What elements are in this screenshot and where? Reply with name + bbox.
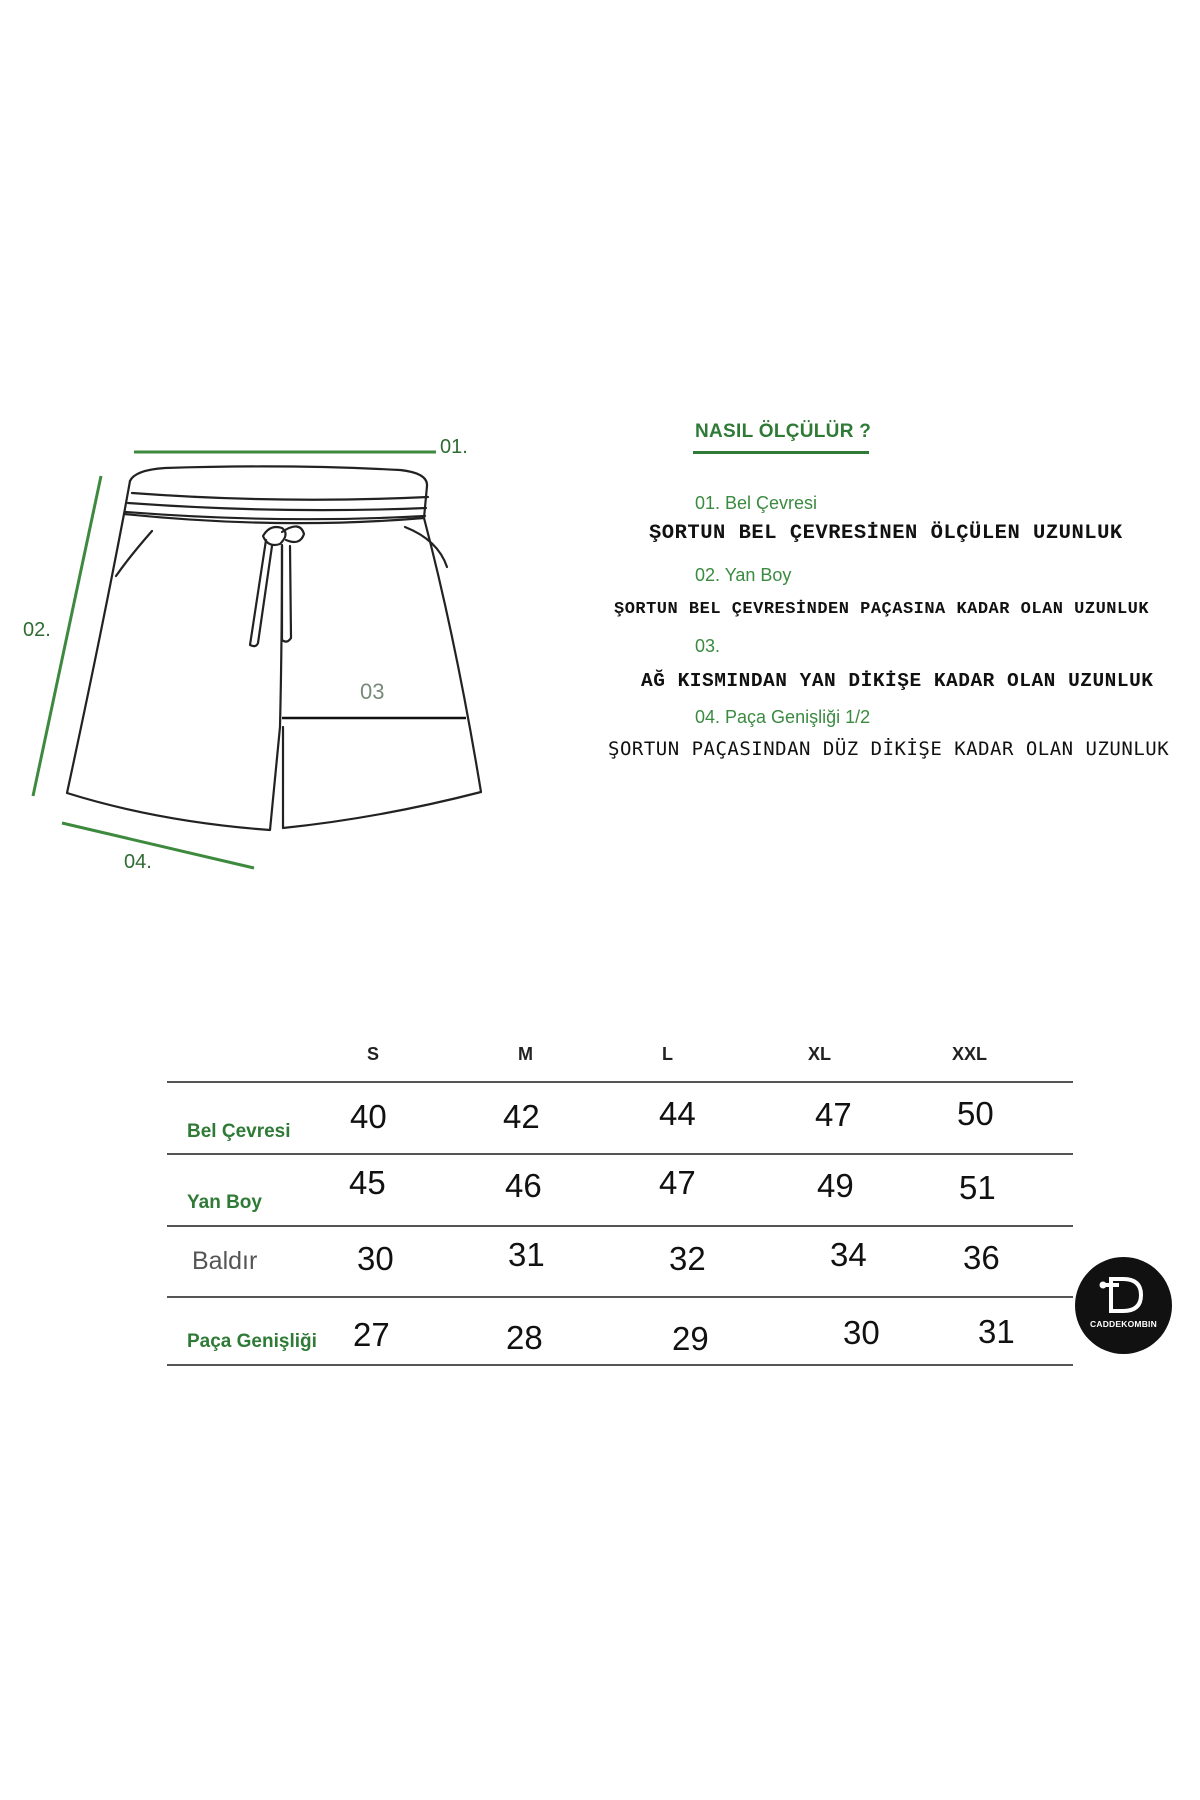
row-label-waist: Bel Çevresi [187, 1121, 291, 1142]
table-cell: 31 [508, 1236, 545, 1273]
how-to-measure-title: NASIL ÖLÇÜLÜR ? [695, 421, 872, 442]
size-header-m: M [518, 1044, 533, 1064]
table-divider [167, 1225, 1073, 1227]
table-cell: 47 [815, 1096, 852, 1133]
instruction-desc-3: AĞ KISMINDAN YAN DİKİŞE KADAR OLAN UZUNLUK [641, 670, 1154, 692]
brand-logo [1075, 1257, 1172, 1354]
instruction-desc-4: ŞORTUN PAÇASINDAN DÜZ DİKİŞE KADAR OLAN UZUNLUK [608, 738, 1170, 760]
instruction-label-1: 01. Bel Çevresi [695, 493, 818, 513]
instruction-label-4: 04. Paça Genişliği 1/2 [695, 707, 871, 727]
leg-opening-measure-line [62, 823, 254, 868]
table-cell: 47 [659, 1164, 696, 1201]
row-label-leg-opening: Paça Genişliği [187, 1331, 317, 1352]
table-divider [167, 1296, 1073, 1298]
title-underline [693, 451, 869, 454]
table-cell: 30 [843, 1314, 880, 1351]
table-cell: 31 [978, 1313, 1015, 1350]
table-divider [167, 1081, 1073, 1083]
row-label-thigh: Baldır [192, 1247, 258, 1275]
instruction-desc-1: ŞORTUN BEL ÇEVRESİNEN ÖLÇÜLEN UZUNLUK [649, 522, 1123, 545]
logo-mark-icon [1075, 1257, 1172, 1354]
size-header-s: S [367, 1044, 380, 1064]
shorts-diagram [0, 0, 600, 900]
measure-label-04: 04. [124, 851, 152, 873]
size-header-xl: XL [808, 1044, 832, 1064]
table-cell: 27 [353, 1316, 390, 1353]
table-cell: 49 [817, 1167, 854, 1204]
table-cell: 46 [505, 1167, 542, 1204]
table-cell: 45 [349, 1164, 386, 1201]
table-cell: 44 [659, 1095, 696, 1132]
instruction-label-3: 03. [695, 636, 721, 656]
instruction-label-2: 02. Yan Boy [695, 565, 792, 585]
table-cell: 28 [506, 1319, 543, 1356]
size-header-xxl: XXL [952, 1044, 988, 1064]
brand-logo-text: CADDEKOMBIN [1090, 1319, 1157, 1329]
table-cell: 34 [830, 1236, 867, 1273]
measure-label-03: 03 [360, 679, 385, 704]
table-cell: 32 [669, 1240, 706, 1277]
table-cell: 40 [350, 1098, 387, 1135]
table-cell: 51 [959, 1169, 996, 1206]
size-header-l: L [662, 1044, 673, 1064]
table-divider [167, 1364, 1073, 1366]
table-cell: 42 [503, 1098, 540, 1135]
measure-label-01: 01. [440, 436, 468, 458]
instruction-desc-2: ŞORTUN BEL ÇEVRESİNDEN PAÇASINA KADAR OLAN UZUNLUK [614, 600, 1150, 619]
measure-label-02: 02. [23, 619, 51, 641]
table-cell: 29 [672, 1320, 709, 1357]
table-divider [167, 1153, 1073, 1155]
shorts-outline [67, 466, 481, 830]
table-cell: 36 [963, 1239, 1000, 1276]
table-cell: 30 [357, 1240, 394, 1277]
table-cell: 50 [957, 1095, 994, 1132]
row-label-side-length: Yan Boy [187, 1192, 262, 1213]
